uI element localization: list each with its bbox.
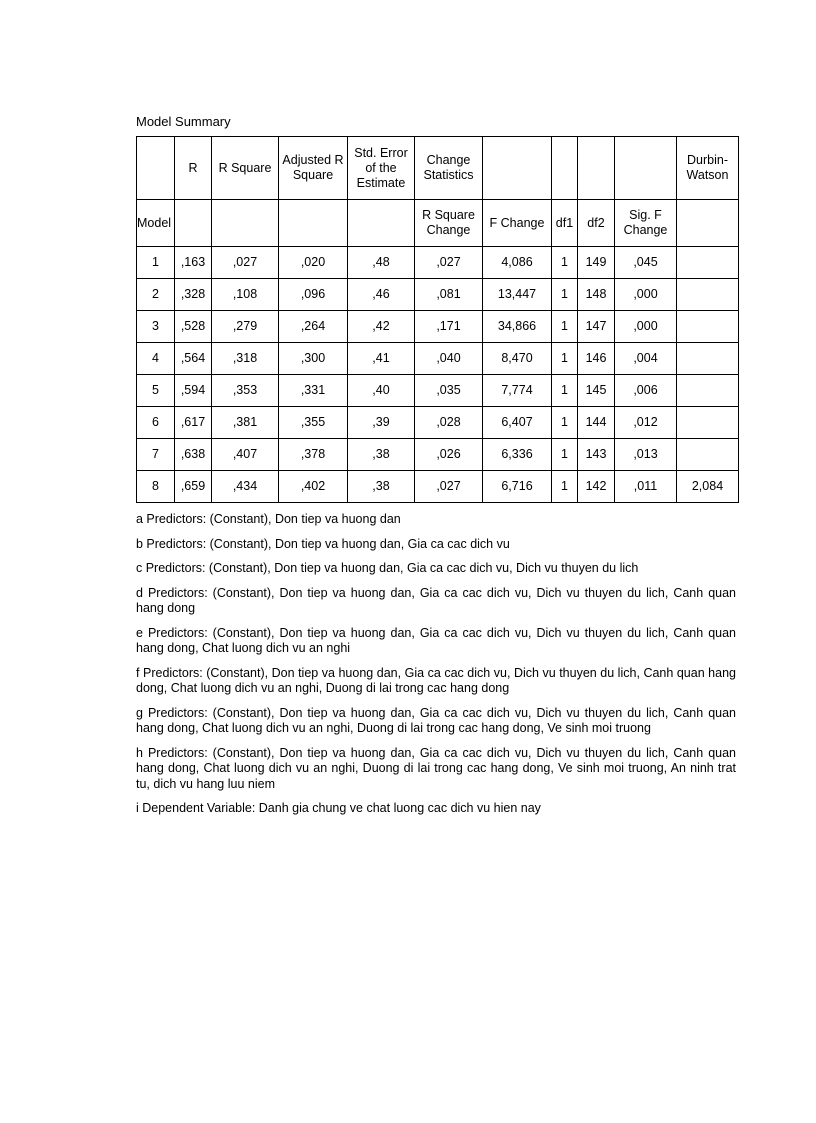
table-cell: 144 bbox=[578, 407, 615, 439]
table-cell: 149 bbox=[578, 247, 615, 279]
header-cell: Adjusted R Square bbox=[279, 137, 348, 200]
table-cell bbox=[677, 343, 739, 375]
table-cell: ,264 bbox=[279, 311, 348, 343]
table-cell: 6,336 bbox=[483, 439, 552, 471]
table-cell: ,46 bbox=[348, 279, 415, 311]
table-cell: 148 bbox=[578, 279, 615, 311]
table-cell: 8,470 bbox=[483, 343, 552, 375]
model-summary-table bbox=[136, 136, 739, 503]
table-cell: 1 bbox=[552, 279, 578, 311]
table-cell: ,035 bbox=[415, 375, 483, 407]
table-cell: ,407 bbox=[212, 439, 279, 471]
table-cell: ,000 bbox=[615, 279, 677, 311]
header-cell bbox=[175, 200, 212, 247]
table-cell: ,381 bbox=[212, 407, 279, 439]
table-caption: Model Summary bbox=[136, 114, 231, 129]
table-cell: 4 bbox=[137, 343, 175, 375]
table-cell: 1 bbox=[137, 247, 175, 279]
table-cell: ,40 bbox=[348, 375, 415, 407]
header-cell bbox=[212, 200, 279, 247]
footnote: f Predictors: (Constant), Don tiep va huong dan, Gia ca cac dich vu, Dich vu thuyen du lich, Canh quan hang dong, Chat luong dich vu an nghi, Duong di lai trong cac hang dong bbox=[136, 665, 736, 695]
table-cell: ,42 bbox=[348, 311, 415, 343]
table-cell: ,617 bbox=[175, 407, 212, 439]
table-cell: ,300 bbox=[279, 343, 348, 375]
header-cell: df1 bbox=[552, 200, 578, 247]
table-cell: 13,447 bbox=[483, 279, 552, 311]
footnote: h Predictors: (Constant), Don tiep va huong dan, Gia ca cac dich vu, Dich vu thuyen du lich, Canh quan hang dong, Chat luong dich vu an nghi, Duong di lai trong cac hang dong, Ve sinh moi truong, An ninh trat tu, dich vu hang luu niem bbox=[136, 745, 736, 791]
table-cell: 6 bbox=[137, 407, 175, 439]
table-cell: ,006 bbox=[615, 375, 677, 407]
table-cell: ,108 bbox=[212, 279, 279, 311]
header-cell bbox=[552, 137, 578, 200]
table-cell: ,39 bbox=[348, 407, 415, 439]
table-cell: ,026 bbox=[415, 439, 483, 471]
header-cell: Change Statistics bbox=[415, 137, 483, 200]
table-cell: ,38 bbox=[348, 471, 415, 503]
table-cell: ,013 bbox=[615, 439, 677, 471]
table-cell: 1 bbox=[552, 247, 578, 279]
table-cell: 7,774 bbox=[483, 375, 552, 407]
table-cell: ,353 bbox=[212, 375, 279, 407]
header-cell: Model bbox=[137, 200, 175, 247]
table-cell: 1 bbox=[552, 311, 578, 343]
header-row-bottom bbox=[137, 200, 739, 247]
table-cell: 7 bbox=[137, 439, 175, 471]
table-cell: ,028 bbox=[415, 407, 483, 439]
table-cell: ,081 bbox=[415, 279, 483, 311]
header-row-top bbox=[137, 137, 739, 200]
table-cell: 1 bbox=[552, 343, 578, 375]
table-cell: ,564 bbox=[175, 343, 212, 375]
table-cell: ,38 bbox=[348, 439, 415, 471]
table-cell: ,434 bbox=[212, 471, 279, 503]
table-cell: ,328 bbox=[175, 279, 212, 311]
header-cell bbox=[677, 200, 739, 247]
header-cell bbox=[279, 200, 348, 247]
table-cell: ,638 bbox=[175, 439, 212, 471]
table-cell: 6,407 bbox=[483, 407, 552, 439]
header-cell: Durbin-Watson bbox=[677, 137, 739, 200]
table-cell: 2 bbox=[137, 279, 175, 311]
table-row bbox=[137, 247, 739, 279]
table-cell: ,040 bbox=[415, 343, 483, 375]
table-cell: ,000 bbox=[615, 311, 677, 343]
table-cell: ,171 bbox=[415, 311, 483, 343]
table-cell bbox=[677, 407, 739, 439]
table-cell: 8 bbox=[137, 471, 175, 503]
header-cell: df2 bbox=[578, 200, 615, 247]
table-cell: ,355 bbox=[279, 407, 348, 439]
table-cell: ,378 bbox=[279, 439, 348, 471]
table-row bbox=[137, 311, 739, 343]
table-cell: ,331 bbox=[279, 375, 348, 407]
table-cell: ,011 bbox=[615, 471, 677, 503]
footnote: e Predictors: (Constant), Don tiep va huong dan, Gia ca cac dich vu, Dich vu thuyen du lich, Canh quan hang dong, Chat luong dich vu an nghi bbox=[136, 625, 736, 655]
header-cell bbox=[348, 200, 415, 247]
table-cell: 146 bbox=[578, 343, 615, 375]
table-cell: ,402 bbox=[279, 471, 348, 503]
header-cell bbox=[578, 137, 615, 200]
table-cell: 1 bbox=[552, 375, 578, 407]
header-cell bbox=[615, 137, 677, 200]
table-cell: ,318 bbox=[212, 343, 279, 375]
table-cell: 1 bbox=[552, 471, 578, 503]
table-cell bbox=[677, 311, 739, 343]
table-cell: ,027 bbox=[212, 247, 279, 279]
table-cell: 3 bbox=[137, 311, 175, 343]
header-cell: R Square Change bbox=[415, 200, 483, 247]
table-cell: ,594 bbox=[175, 375, 212, 407]
table-cell: ,027 bbox=[415, 471, 483, 503]
table-cell: 34,866 bbox=[483, 311, 552, 343]
table-cell: ,004 bbox=[615, 343, 677, 375]
table-cell: ,279 bbox=[212, 311, 279, 343]
table-row bbox=[137, 375, 739, 407]
header-cell: R Square bbox=[212, 137, 279, 200]
table-cell: ,659 bbox=[175, 471, 212, 503]
table-cell: ,48 bbox=[348, 247, 415, 279]
table-cell: 1 bbox=[552, 407, 578, 439]
table-row bbox=[137, 279, 739, 311]
table-cell: ,012 bbox=[615, 407, 677, 439]
table-cell: ,020 bbox=[279, 247, 348, 279]
table-row bbox=[137, 343, 739, 375]
table-cell: 143 bbox=[578, 439, 615, 471]
table-cell bbox=[677, 375, 739, 407]
footnote: i Dependent Variable: Danh gia chung ve chat luong cac dich vu hien nay bbox=[136, 801, 541, 815]
table-cell: 5 bbox=[137, 375, 175, 407]
header-cell: F Change bbox=[483, 200, 552, 247]
table-cell bbox=[677, 247, 739, 279]
footnote: g Predictors: (Constant), Don tiep va huong dan, Gia ca cac dich vu, Dich vu thuyen du lich, Canh quan hang dong, Chat luong dich vu an nghi, Duong di lai trong cac hang dong, Ve sinh moi truong bbox=[136, 705, 736, 735]
header-cell bbox=[483, 137, 552, 200]
table-footnotes bbox=[136, 512, 736, 826]
table-cell: ,027 bbox=[415, 247, 483, 279]
footnote: d Predictors: (Constant), Don tiep va huong dan, Gia ca cac dich vu, Dich vu thuyen du lich, Canh quan hang dong bbox=[136, 585, 736, 615]
footnote: c Predictors: (Constant), Don tiep va huong dan, Gia ca cac dich vu, Dich vu thuyen du lich bbox=[136, 561, 639, 575]
table-cell: ,163 bbox=[175, 247, 212, 279]
table-cell bbox=[677, 279, 739, 311]
header-cell bbox=[137, 137, 175, 200]
table-cell: ,096 bbox=[279, 279, 348, 311]
table-cell: 1 bbox=[552, 439, 578, 471]
table-cell: 2,084 bbox=[677, 471, 739, 503]
table-row bbox=[137, 439, 739, 471]
table-cell: 145 bbox=[578, 375, 615, 407]
table-cell: ,41 bbox=[348, 343, 415, 375]
footnote: a Predictors: (Constant), Don tiep va huong dan bbox=[136, 512, 401, 526]
table-cell: 4,086 bbox=[483, 247, 552, 279]
table-cell: ,528 bbox=[175, 311, 212, 343]
table-cell: 6,716 bbox=[483, 471, 552, 503]
table-cell bbox=[677, 439, 739, 471]
header-cell: Sig. F Change bbox=[615, 200, 677, 247]
header-cell: Std. Error of the Estimate bbox=[348, 137, 415, 200]
footnote: b Predictors: (Constant), Don tiep va huong dan, Gia ca cac dich vu bbox=[136, 536, 510, 551]
table-cell: 147 bbox=[578, 311, 615, 343]
table-cell: 142 bbox=[578, 471, 615, 503]
header-cell: R bbox=[175, 137, 212, 200]
table-row bbox=[137, 471, 739, 503]
table-cell: ,045 bbox=[615, 247, 677, 279]
table-row bbox=[137, 407, 739, 439]
